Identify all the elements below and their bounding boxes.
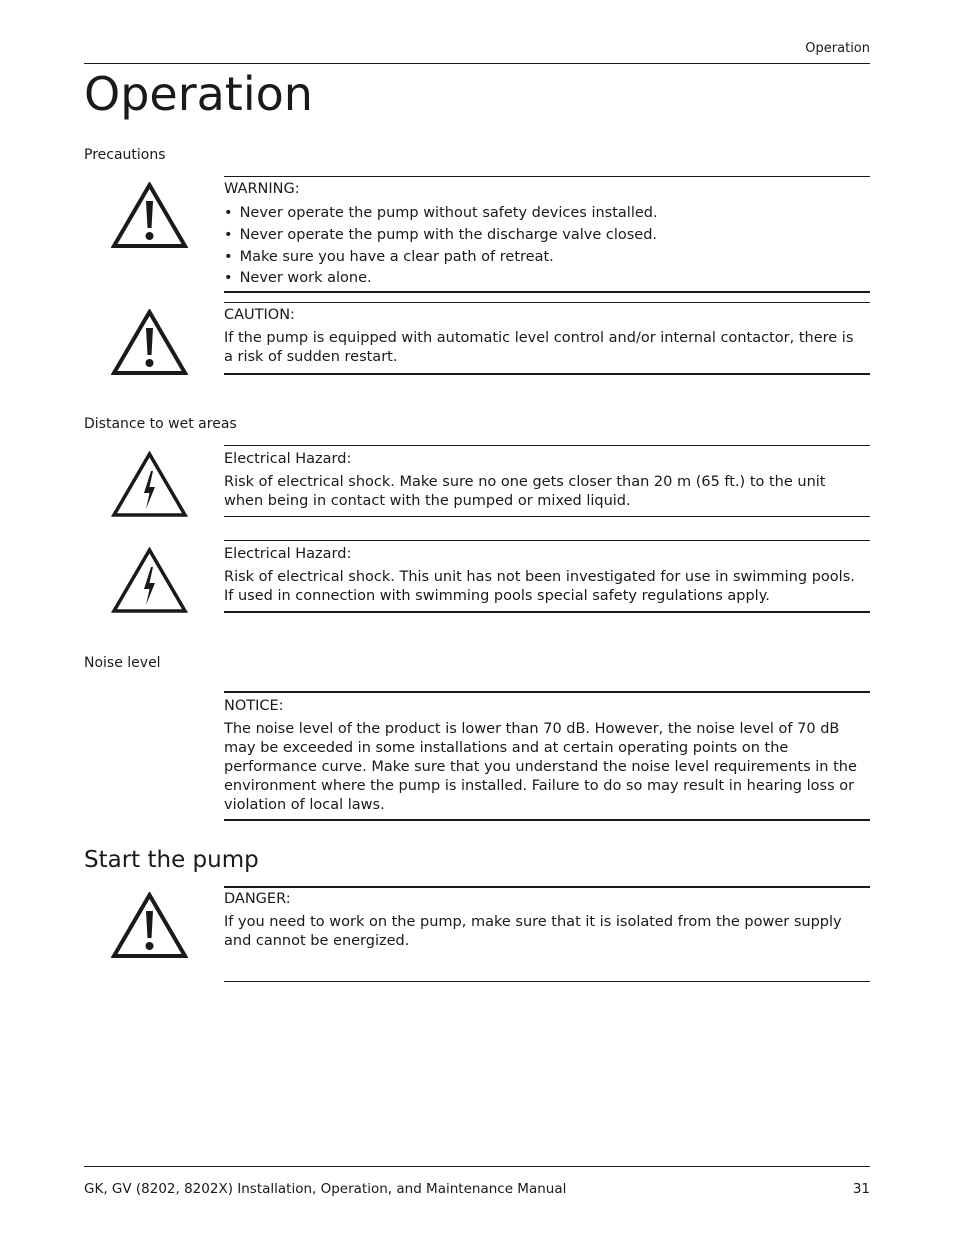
caution-box <box>224 306 864 367</box>
page-title: Operation <box>84 67 313 121</box>
caution-text: If the pump is equipped with automatic level control and/or internal contactor, there is a risk of sudden restart. <box>224 330 854 365</box>
header-rule <box>84 63 870 64</box>
electrical-hazard-icon <box>111 451 188 518</box>
warning-bottom-rule <box>224 291 870 293</box>
electrical-2-bottom-rule <box>224 611 870 613</box>
section-heading-noise: Noise level <box>84 655 161 671</box>
electrical-2-box <box>224 545 864 606</box>
caution-bottom-rule <box>224 373 870 375</box>
electrical-1-box <box>224 450 864 511</box>
exclamation-warning-icon <box>111 892 188 959</box>
electrical-1-label: Electrical Hazard: <box>224 451 352 467</box>
section-heading-precautions: Precautions <box>84 147 166 163</box>
electrical-1-top-rule <box>224 445 870 446</box>
warning-box <box>224 180 864 290</box>
notice-bottom-rule <box>224 819 870 821</box>
footer-manual-title: GK, GV (8202, 8202X) Installation, Operation, and Maintenance Manual <box>84 1181 567 1197</box>
caution-top-rule <box>224 302 870 303</box>
electrical-2-text: Risk of electrical shock. This unit has not been investigated for use in swimming pools. If used in connection with swimming pools special safety regulations apply. <box>224 569 855 604</box>
notice-box <box>224 697 864 815</box>
warning-top-rule <box>224 176 870 177</box>
danger-top-rule <box>224 886 870 888</box>
warning-item: • Never operate the pump without safety devices installed. <box>224 203 864 225</box>
danger-bottom-rule <box>224 981 870 982</box>
danger-text: If you need to work on the pump, make sure that it is isolated from the power supply and cannot be energized. <box>224 914 842 949</box>
danger-box <box>224 890 864 951</box>
electrical-1-text: Risk of electrical shock. Make sure no one gets closer than 20 m (65 ft.) to the unit when being in contact with the pumped or mixed liquid. <box>224 474 826 509</box>
caution-label: CAUTION: <box>224 307 295 323</box>
warning-label: WARNING: <box>224 181 300 197</box>
notice-top-rule <box>224 691 870 693</box>
running-header: Operation <box>805 41 870 56</box>
section-heading-start-pump: Start the pump <box>84 847 259 873</box>
section-heading-wet-areas: Distance to wet areas <box>84 416 237 432</box>
warning-item: • Never work alone. <box>224 268 864 290</box>
footer-rule <box>84 1166 870 1167</box>
warning-list <box>224 203 864 290</box>
notice-text: The noise level of the product is lower than 70 dB. However, the noise level of 70 dB may be exceeded in some installations and at certain operating points on the performance curve. Make sure that you understand the noise level requirements in the environment where the pump is installed. Failure to do so may result in hearing loss or violation of local laws. <box>224 721 857 813</box>
warning-item: • Never operate the pump with the discharge valve closed. <box>224 225 864 247</box>
danger-label: DANGER: <box>224 891 291 907</box>
electrical-hazard-icon <box>111 547 188 614</box>
electrical-2-top-rule <box>224 540 870 541</box>
electrical-2-label: Electrical Hazard: <box>224 546 352 562</box>
exclamation-warning-icon <box>111 309 188 376</box>
exclamation-warning-icon <box>111 182 188 249</box>
page-number: 31 <box>852 1181 870 1197</box>
electrical-1-bottom-rule <box>224 516 870 517</box>
warning-item: • Make sure you have a clear path of retreat. <box>224 247 864 269</box>
notice-label: NOTICE: <box>224 698 284 714</box>
